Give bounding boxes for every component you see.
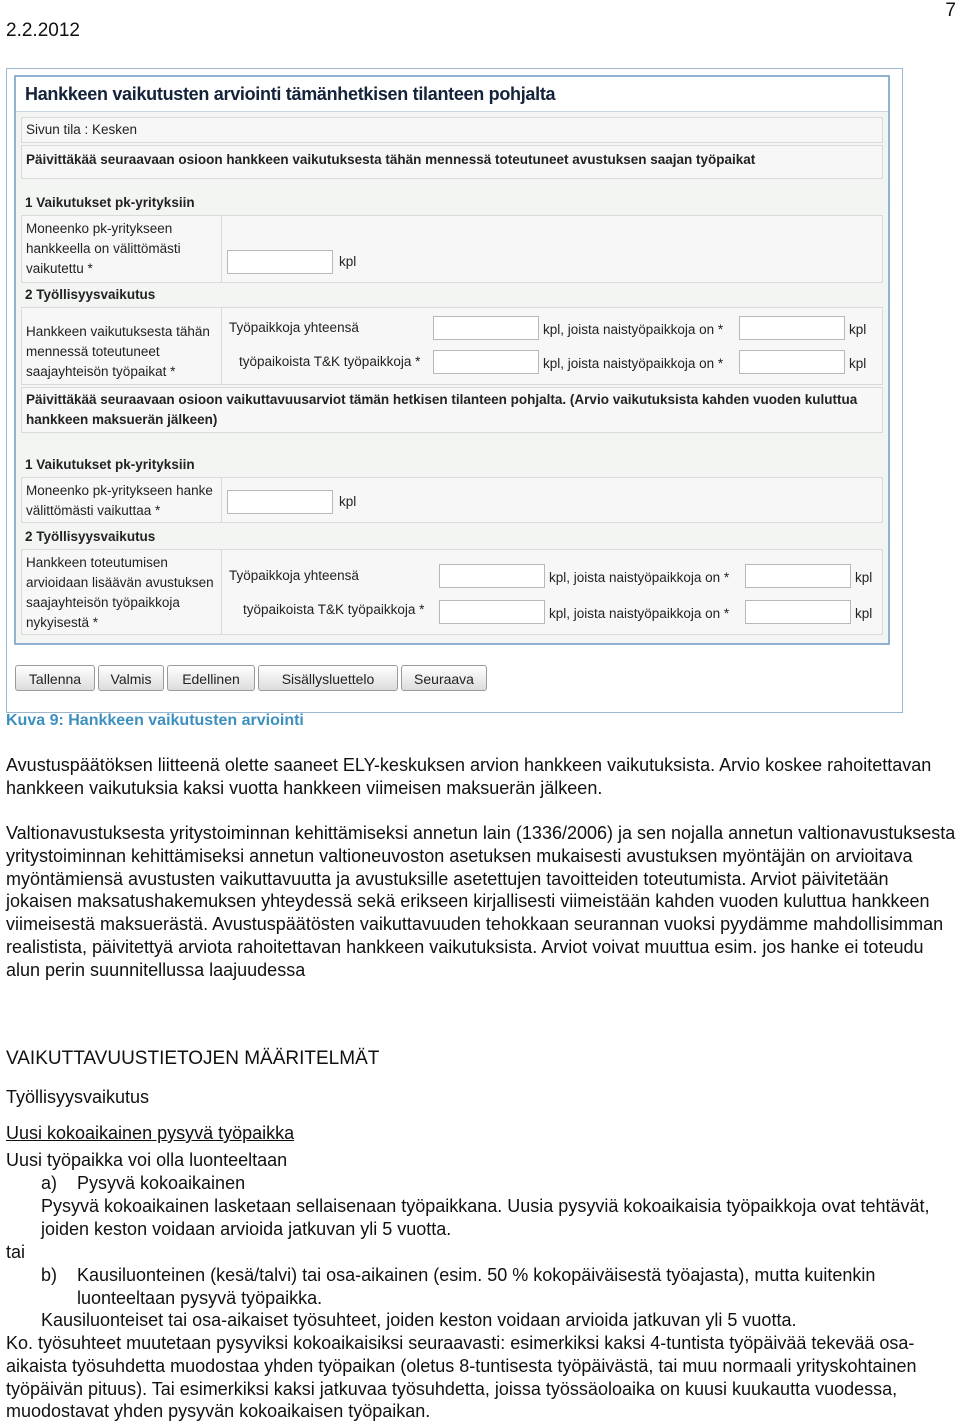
sec4-row xyxy=(21,549,883,635)
women-input-3[interactable] xyxy=(745,564,851,588)
kpl-label-1: kpl xyxy=(849,322,867,337)
women-input-4[interactable] xyxy=(745,600,851,624)
sec3-unit: kpl xyxy=(339,494,357,509)
women-input-1[interactable] xyxy=(739,316,845,340)
next-button[interactable]: Seuraava xyxy=(401,665,487,691)
sec3-input[interactable] xyxy=(227,490,333,514)
jobs-total-label-2: Työpaikkoja yhteensä xyxy=(229,568,359,583)
underlined-heading: Uusi kokoaikainen pysyvä työpaikka xyxy=(6,1123,295,1143)
page-number: 7 xyxy=(945,0,956,21)
item-a-text: Pysyvä kokoaikainen xyxy=(77,1173,246,1193)
sec2-row xyxy=(21,307,883,385)
intro-text-1: Päivittäkää seuraavaan osioon hankkeen vaikutuksesta tähän mennessä toteutuneet avustuksen saajan työpaikat xyxy=(26,152,756,167)
women-label-4: kpl, joista naistyöpaikkoja on * xyxy=(549,606,730,621)
header-date: 2.2.2012 xyxy=(6,20,80,41)
item-b-description: Kausiluonteiset tai osa-aikaiset työsuhteet, joiden keston voidaan arvioida jatkuvan yli 5 vuotta. xyxy=(41,1310,797,1330)
section-4-title: 2 Työllisyysvaikutus xyxy=(25,529,156,544)
item-a-marker: a) xyxy=(41,1173,58,1193)
kpl-label-2: kpl xyxy=(849,356,867,371)
women-label-1: kpl, joista naistyöpaikkoja on * xyxy=(543,322,724,337)
item-b-text: Kausiluonteinen (kesä/talvi) tai osa-aikainen (esim. 50 % kokopäiväisestä työajasta), mutta kuitenkin luonteeltaan pysyvä työpaikka. xyxy=(77,1265,876,1308)
item-a-description: Pysyvä kokoaikainen lasketaan sellaisenaan työpaikkana. Uusia pysyviä kokoaikaisia työpaikkoja ovat tehtävät, joiden keston voidaan arvioida jatkuvan yli 5 vuotta. xyxy=(41,1196,930,1239)
jobs-total-label: Työpaikkoja yhteensä xyxy=(229,320,359,335)
previous-button[interactable]: Edellinen xyxy=(167,665,255,691)
sec3-row xyxy=(21,477,883,523)
list-intro: Uusi työpaikka voi olla luonteeltaan xyxy=(6,1150,288,1170)
rd-jobs-label: työpaikoista T&K työpaikkoja * xyxy=(239,354,421,369)
women-label-2: kpl, joista naistyöpaikkoja on * xyxy=(543,356,724,371)
sec1-question: Moneenko pk-yritykseen hankkeella on välittömästi vaikutettu * xyxy=(22,216,222,282)
item-b-marker: b) xyxy=(41,1265,58,1285)
form-panel xyxy=(14,75,890,645)
kpl-label-3: kpl xyxy=(855,570,873,585)
section-3-title: 1 Vaikutukset pk-yrityksiin xyxy=(25,457,195,472)
sec2-question: Hankkeen vaikutuksesta tähän mennessä toteutuneet saajayhteisön työpaikat * xyxy=(22,308,222,384)
sec1-row xyxy=(21,215,883,283)
intro1-row xyxy=(21,145,883,179)
rd-jobs-input-2[interactable] xyxy=(439,600,545,624)
rd-jobs-input[interactable] xyxy=(433,350,539,374)
page-status: Sivun tila : Kesken xyxy=(26,122,138,137)
rd-jobs-label-2: työpaikoista T&K työpaikkoja * xyxy=(243,602,425,617)
jobs-total-input-2[interactable] xyxy=(439,564,545,588)
women-input-2[interactable] xyxy=(739,350,845,374)
sec3-question: Moneenko pk-yritykseen hanke välittömästi vaikuttaa * xyxy=(22,478,222,522)
definitions-heading: VAIKUTTAVUUSTIETOJEN MÄÄRITELMÄT xyxy=(6,1048,380,1069)
last-paragraph: Ko. työsuhteet muutetaan pysyviksi kokoaikaisiksi seuraavasti: esimerkiksi kaksi 4-tuntista työpäivää tekevää osa-aikaista työsuhdetta muodostaa yhden työpaikan (oletus 8-tuntisesta työpäivästä, tai muu normaali yrityskohtainen työpäivän pituus). Tai esimerkiksi kaksi jatkuvaa työsuhdetta, joissa työssäoloaika on kuusi kuukautta vuodessa, muodostavat yhden pysyvän kokoaikaisen työpaikan. xyxy=(6,1333,917,1422)
sec1-unit: kpl xyxy=(339,254,357,269)
form-title: Hankkeen vaikutusten arviointi tämänhetkisen tilanteen pohjalta xyxy=(16,77,888,112)
section-1-title: 1 Vaikutukset pk-yrityksiin xyxy=(25,195,195,210)
section-2-title: 2 Työllisyysvaikutus xyxy=(25,287,156,302)
figure-caption: Kuva 9: Hankkeen vaikutusten arviointi xyxy=(6,712,304,729)
kpl-label-4: kpl xyxy=(855,606,873,621)
intro-text-2: Päivittäkää seuraavaan osioon vaikuttavuusarviot tämän hetkisen tilanteen pohjalta. (Arvio vaikutuksista kahden vuoden kuluttua hankkeen maksuerän jälkeen) xyxy=(26,392,858,427)
women-label-3: kpl, joista naistyöpaikkoja on * xyxy=(549,570,730,585)
sec1-input[interactable] xyxy=(227,250,333,274)
table-of-contents-button[interactable]: Sisällysluettelo xyxy=(258,665,398,691)
paragraph-1: Avustuspäätöksen liitteenä olette saaneet ELY-keskuksen arvion hankkeen vaikutuksista. Arvio koskee rahoitettavan hankkeen vaikutuksia kaksi vuotta hankkeen viimeisen maksuerän jälkeen. xyxy=(6,755,932,798)
subheading: Työllisyysvaikutus xyxy=(6,1087,150,1107)
paragraph-2: Valtionavustuksesta yritystoiminnan kehittämiseksi annetun lain (1336/2006) ja sen nojalla annetun valtionavustuksesta yritystoiminnan kehittämiseksi annetun valtioneuvoston asetuksen mukaisesti avustuksen myöntäjän on arvioitava myöntämiensä avustusten vaikuttavuutta ja avustuksille asetettujen tavoitteiden toteutumista. Arviot päivitetään jokaisen maksatushakemuksen yhteydessä sekä erikseen kirjallisesti viimeistään kahden vuoden kuluttua hankkeen viimeisestä maksuerästä. Avustuspäätösten vaikuttavuuden tehokkaan seurannan vuoksi pyydämme mahdollisimman realistista, päivitettyä arviota rahoitettavan hankkeen vaikutuksista. Arviot voivat muuttua esim. jos hanke ei toteudu alun perin suunnitellussa laajuudessa xyxy=(6,823,956,980)
done-button[interactable]: Valmis xyxy=(98,665,164,691)
jobs-total-input[interactable] xyxy=(433,316,539,340)
form-screenshot xyxy=(6,68,903,713)
status-row xyxy=(21,117,883,143)
intro2-row xyxy=(21,387,883,433)
sec4-question: Hankkeen toteutumisen arvioidaan lisäävän avustuksen saajayhteisön työpaikkoja nykyisestä * xyxy=(22,550,222,634)
save-button[interactable]: Tallenna xyxy=(15,665,95,691)
or-text: tai xyxy=(6,1242,26,1262)
